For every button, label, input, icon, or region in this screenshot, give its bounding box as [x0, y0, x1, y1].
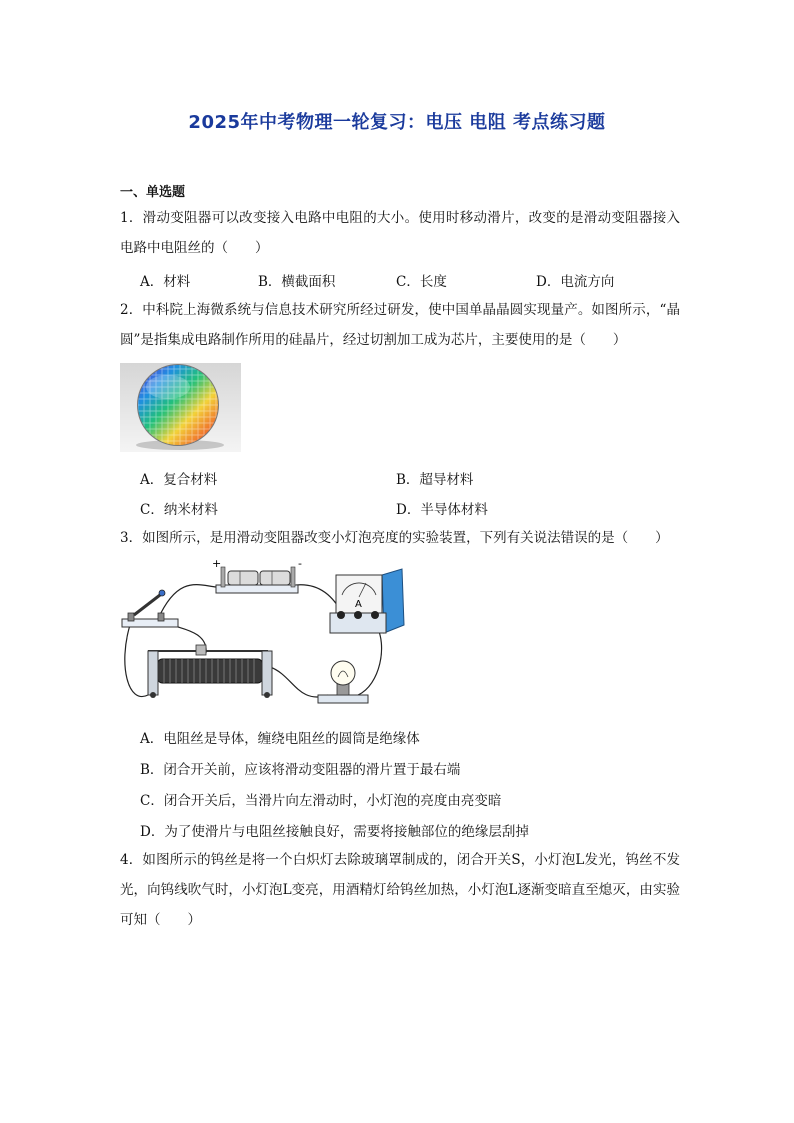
q1-option-d: D．电流方向	[536, 274, 615, 290]
q1-option-b: B．横截面积	[258, 274, 336, 290]
battery-plus-label: +	[212, 557, 222, 570]
q3-option-b: B．闭合开关前，应该将滑动变阻器的滑片置于最右端	[140, 762, 461, 778]
q1-option-a: A．材料	[140, 274, 191, 290]
battery	[212, 557, 302, 593]
q3-option-a: A．电阻丝是导体，缠绕电阻丝的圆筒是绝缘体	[140, 731, 420, 747]
rheostat	[148, 645, 272, 698]
q2-option-a: A．复合材料	[140, 472, 218, 488]
q2-option-d: D．半导体材料	[396, 502, 488, 518]
switch	[122, 590, 178, 627]
ammeter	[330, 569, 404, 633]
q3-option-c: C．闭合开关后，当滑片向左滑动时，小灯泡的亮度由亮变暗	[140, 793, 502, 809]
q3-option-d: D．为了使滑片与电阻丝接触良好，需要将接触部位的绝缘层刮掉	[140, 824, 529, 840]
ammeter-label: A	[355, 599, 362, 610]
question-4-stem: 4．如图所示的钨丝是将一个白炽灯去除玻璃罩制成的，闭合开关S，小灯泡L发光，钨丝不发光，向钨线吹气时，小灯泡L变亮，用酒精灯给钨丝加热，小灯泡L逐渐变暗直至熄灭，由实验可知（ ）	[120, 852, 680, 928]
wafer-image	[120, 363, 241, 452]
page-title: 2025年中考物理一轮复习：电压 电阻 考点练习题	[188, 112, 606, 133]
q2-option-c: C．纳米材料	[140, 502, 218, 518]
battery-minus-label: -	[298, 557, 302, 570]
question-1-stem: 1．滑动变阻器可以改变接入电路中电阻的大小。使用时移动滑片，改变的是滑动变阻器接入电路中电阻丝的（ ）	[120, 210, 680, 256]
q1-option-c: C．长度	[396, 274, 447, 290]
q2-option-b: B．超导材料	[396, 472, 474, 488]
question-2-stem: 2．中科院上海微系统与信息技术研究所经过研发，使中国单晶晶圆实现量产。如图所示，“晶圆”是指集成电路制作所用的硅晶片，经过切割加工成为芯片，主要使用的是（ ）	[120, 302, 680, 348]
light-bulb	[318, 661, 368, 703]
question-3-stem: 3．如图所示，是用滑动变阻器改变小灯泡亮度的实验装置，下列有关说法错误的是（ ）	[120, 530, 669, 546]
circuit-diagram	[118, 555, 410, 717]
section-heading: 一、单选题	[120, 185, 186, 200]
